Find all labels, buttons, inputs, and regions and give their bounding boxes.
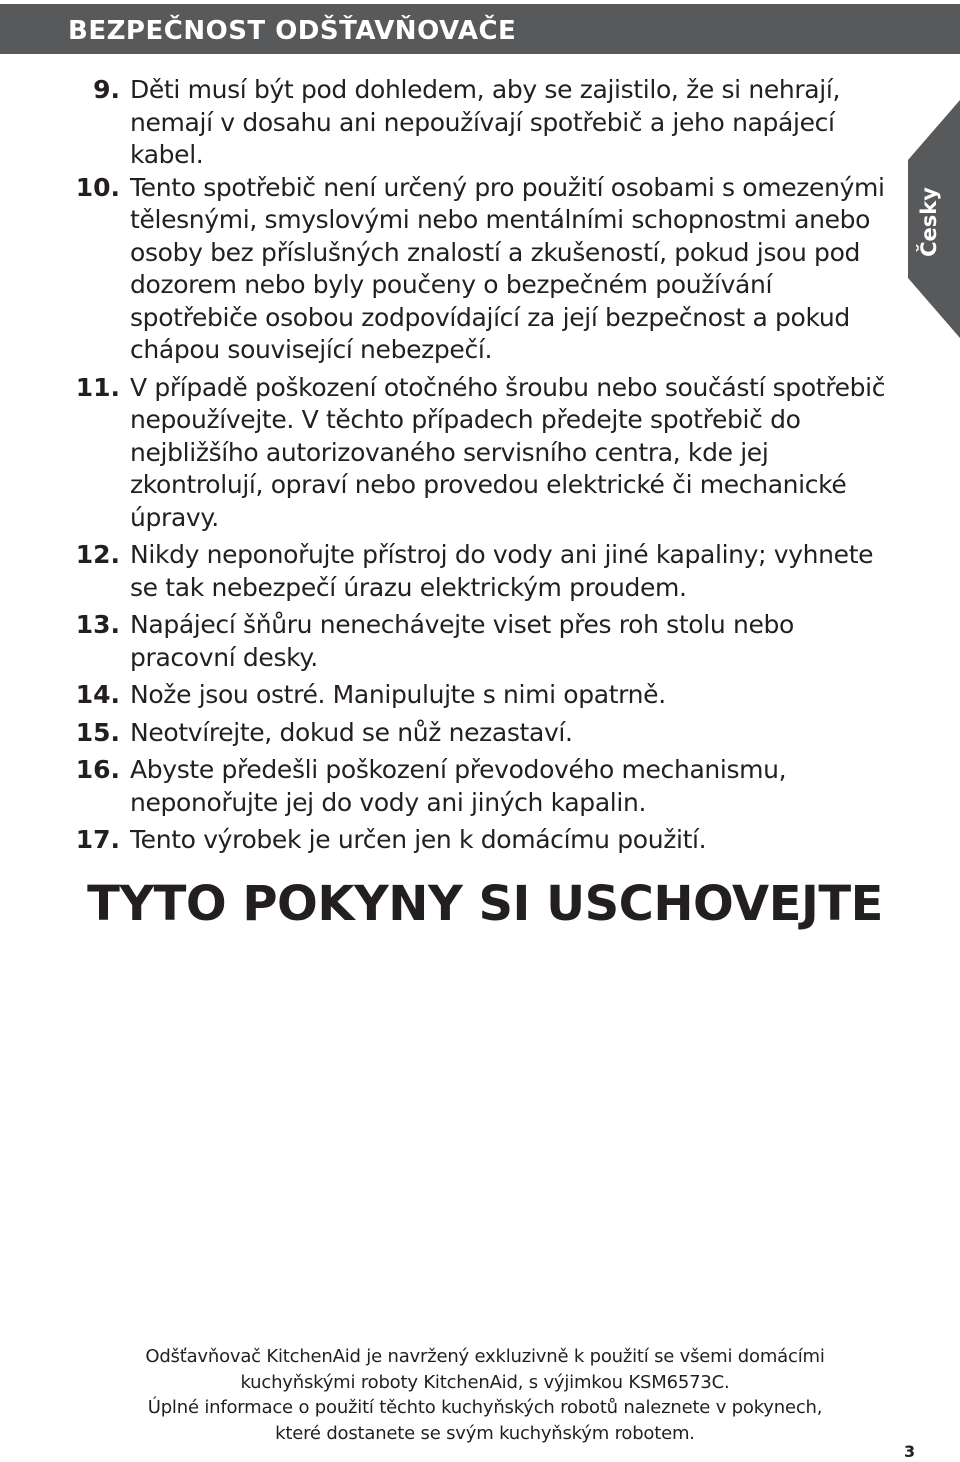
item-number: 12. xyxy=(75,540,120,569)
list-item xyxy=(64,824,904,857)
list-item xyxy=(64,679,904,712)
item-number: 10. xyxy=(75,172,120,202)
section-header-bar xyxy=(0,4,960,54)
item-number: 15. xyxy=(75,717,120,747)
save-instructions-heading: TYTO POKYNY SI USCHOVEJTE xyxy=(87,876,883,932)
item-text: Abyste předešli poškození převodového mechanismu, neponořujte jej do vody ani jiných kapalin. xyxy=(130,755,787,817)
item-text: V případě poškození otočného šroubu nebo součástí spotřebič nepoužívejte. V těchto případech předejte spotřebič do nejbližšího autorizovaného servisního centra, kde jej zkontrolují, opraví nebo provedou elektrické či mechanické úpravy. xyxy=(130,372,886,532)
footer-note xyxy=(130,1344,840,1446)
list-item xyxy=(64,172,904,367)
list-item xyxy=(64,717,904,750)
list-item xyxy=(64,74,904,172)
safety-list xyxy=(64,74,904,862)
language-tab-label: Česky xyxy=(917,187,941,257)
item-text: Děti musí být pod dohledem, aby se zajistilo, že si nehrají, nemají v dosahu ani nepoužívají spotřebič a jeho napájecí kabel. xyxy=(130,75,841,169)
item-number: 13. xyxy=(75,610,120,639)
item-text: Napájecí šňůru nenechávejte viset přes roh stolu nebo pracovní desky. xyxy=(130,610,794,672)
item-number: 9. xyxy=(93,75,120,104)
list-item xyxy=(64,539,904,604)
item-text: Nikdy neponořujte přístroj do vody ani jiné kapaliny; vyhnete se tak nebezpečí úrazu elektrickým proudem. xyxy=(130,540,874,602)
item-text: Tento spotřebič není určený pro použití osobami s omezenými tělesnými, smyslovými nebo mentálními schopnostmi anebo osoby bez příslušných znalostí a zkušeností, pokud jsou pod dozorem nebo byly poučeny o bezpečném používání spotřebiče osobou zodpovídající za její bezpečnost a pokud chápou související nebezpečí. xyxy=(130,172,885,364)
list-item xyxy=(64,754,904,819)
item-number: 16. xyxy=(75,755,120,784)
footer-paragraph: Úplné informace o použití těchto kuchyňských robotů naleznete v pokynech, které dostanete se svým kuchyňským robotem. xyxy=(147,1397,823,1444)
item-number: 11. xyxy=(75,372,120,402)
list-item xyxy=(64,609,904,674)
item-text: Tento výrobek je určen jen k domácímu použití. xyxy=(130,825,707,854)
section-title: BEZPEČNOST ODŠŤAVŇOVAČE xyxy=(68,16,517,46)
list-item xyxy=(64,372,904,535)
page-number: 3 xyxy=(904,1442,916,1461)
item-number: 17. xyxy=(75,825,120,854)
item-text: Neotvírejte, dokud se nůž nezastaví. xyxy=(130,717,573,747)
item-number: 14. xyxy=(75,680,120,709)
footer-paragraph: Odšťavňovač KitchenAid je navržený exkluzivně k použití se všemi domácími kuchyňskými roboty KitchenAid, s výjimkou KSM6573C. xyxy=(145,1346,825,1393)
item-text: Nože jsou ostré. Manipulujte s nimi opatrně. xyxy=(130,680,666,709)
